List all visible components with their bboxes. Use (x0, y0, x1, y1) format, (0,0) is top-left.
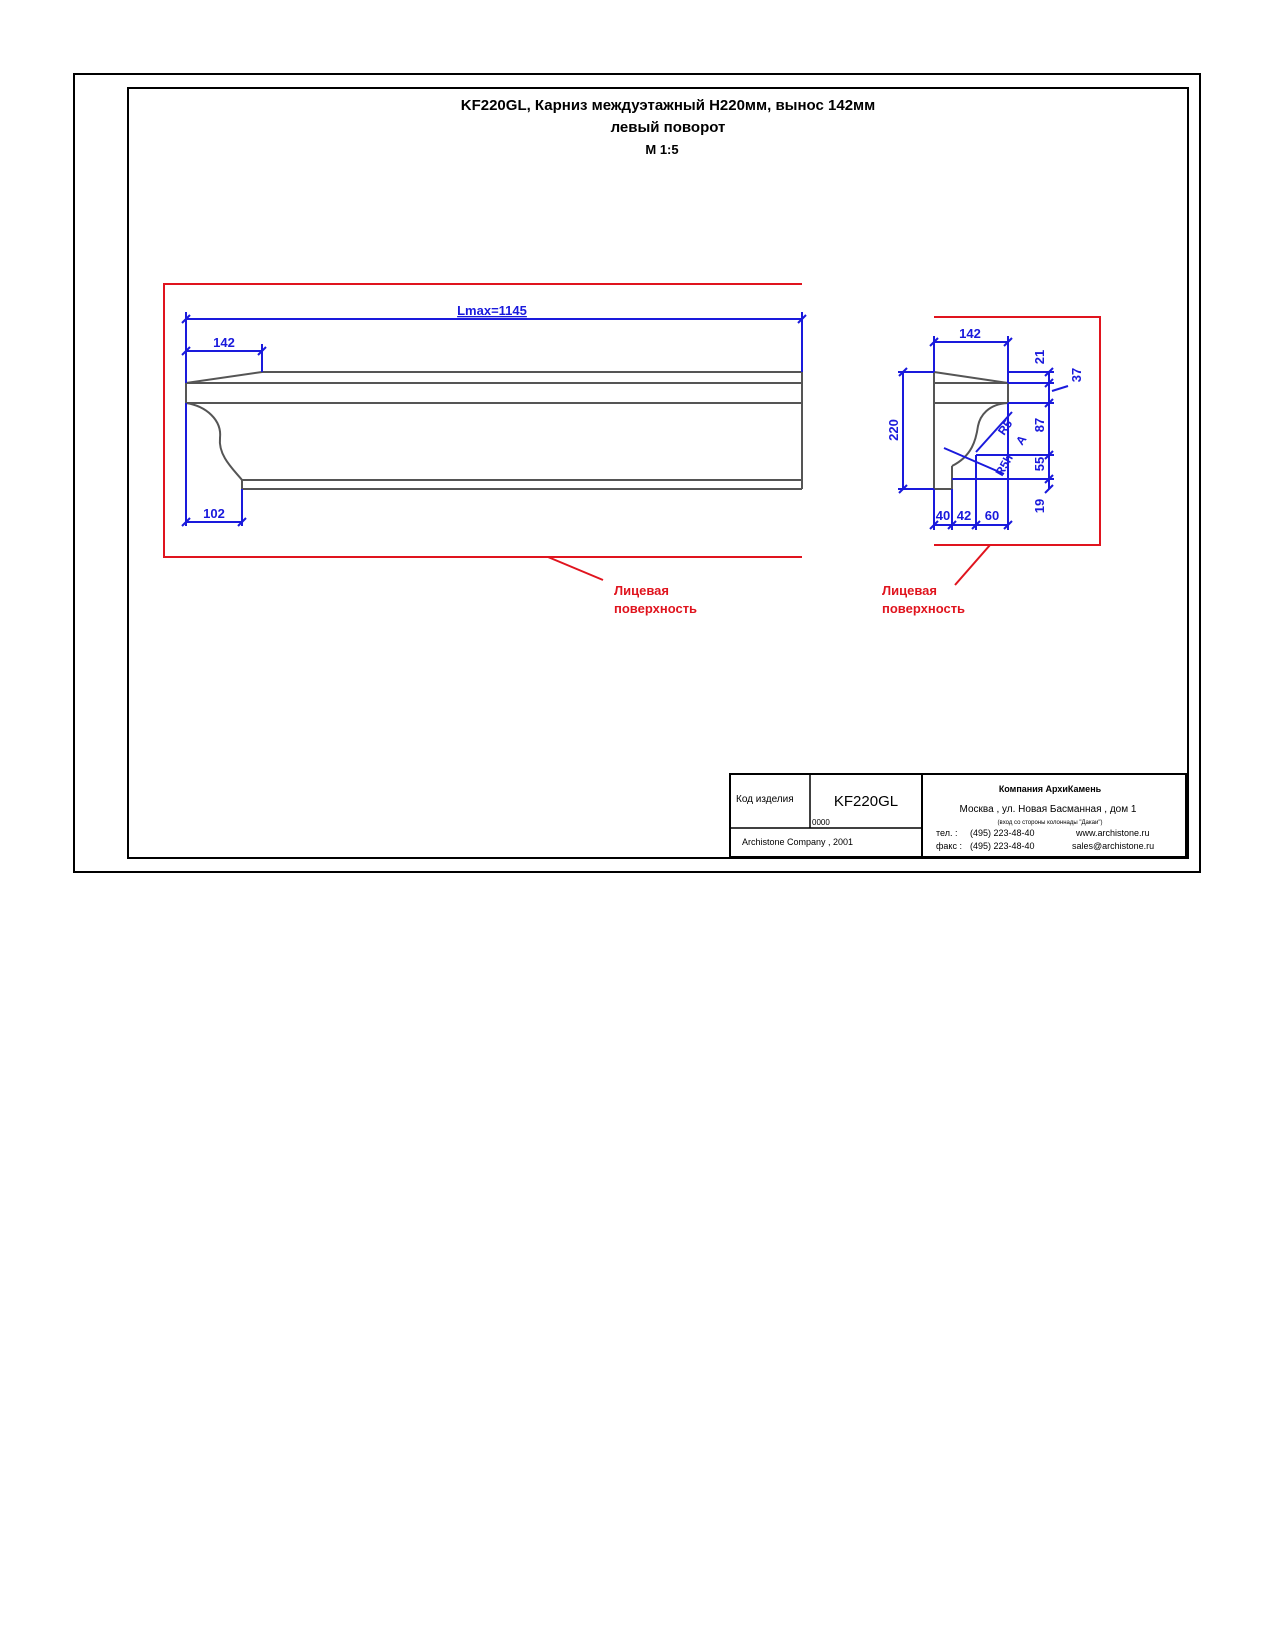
section-callout-line1: Лицевая (882, 583, 937, 598)
email-link[interactable]: sales@archistone.ru (1072, 841, 1155, 851)
firm-address-note: (вход со стороны колоннады "Дакаи") (997, 820, 1103, 826)
section-dim-21: 21 (1032, 349, 1047, 365)
tel-label: тел. : (936, 828, 958, 838)
section-radius-upper: R5 (994, 417, 1016, 438)
front-view (164, 284, 806, 616)
section-dim-60: 60 (984, 508, 1000, 523)
section-width-dimension: 142 (959, 326, 981, 341)
drawing-scale: М 1:5 (645, 142, 679, 157)
front-dimensions (182, 312, 806, 526)
code-sub: 0000 (812, 818, 830, 827)
section-radius-upper-b: A (1012, 432, 1030, 448)
section-dim-19: 19 (1032, 498, 1047, 514)
section-view (882, 317, 1100, 616)
front-face-frame (164, 284, 802, 557)
company-line: Archistone Company , 2001 (742, 837, 854, 847)
fax-label: факс : (936, 841, 962, 851)
section-dim-40: 40 (935, 508, 951, 523)
section-radius-lower: R5h (992, 451, 1016, 479)
section-callout-line2: поверхность (882, 601, 966, 616)
firm-name: Компания АрхиКамень (998, 784, 1102, 794)
section-dim-42: 42 (956, 508, 972, 523)
front-callout-line1: Лицевая (614, 583, 669, 598)
firm-address: Москва , ул. Новая Басманная , дом 1 (959, 804, 1137, 815)
drawing-subtitle: левый поворот (610, 119, 726, 136)
drawing-title: KF220GL, Карниз междуэтажный Н220мм, вынос 142мм (460, 97, 876, 114)
section-callout-leader (955, 545, 990, 585)
code-value: KF220GL (833, 793, 899, 810)
title-block (730, 774, 1186, 857)
front-callout-leader (548, 557, 603, 580)
web-link[interactable]: www.archistone.ru (1076, 828, 1150, 838)
length-dimension: Lmax=1145 (457, 303, 527, 318)
section-dim-55: 55 (1032, 456, 1047, 472)
outer-frame (74, 74, 1200, 872)
section-dim-37: 37 (1069, 367, 1084, 383)
section-dim-87: 87 (1032, 417, 1047, 433)
front-callout-line2: поверхность (614, 601, 698, 616)
front-top-dimension: 142 (213, 335, 235, 350)
code-label: Код изделия (736, 794, 794, 805)
front-profile (186, 372, 802, 489)
tel-value: (495) 223-48-40 (970, 828, 1035, 838)
front-bottom-dimension: 102 (203, 506, 225, 521)
inner-frame (128, 88, 1188, 858)
fax-value: (495) 223-48-40 (970, 841, 1035, 851)
section-height-dimension: 220 (886, 419, 901, 441)
